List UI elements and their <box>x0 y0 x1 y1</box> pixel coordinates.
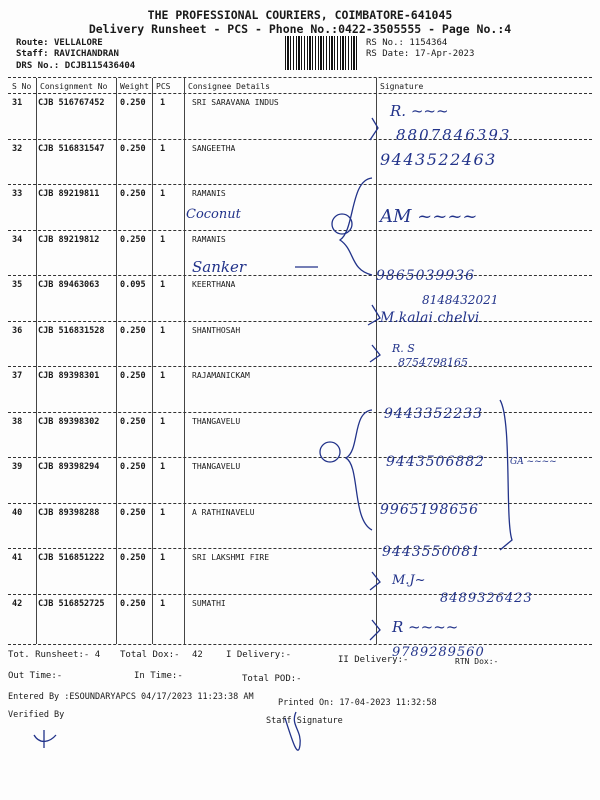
drs-label: DRS No.: <box>16 61 60 71</box>
row-consignment: CJB 516851222 <box>38 553 105 563</box>
row-pcs: 1 <box>160 416 166 427</box>
row-sno: 42 <box>12 598 23 609</box>
row-weight: 0.250 <box>120 553 146 563</box>
hand-note: 9443550081 <box>382 544 482 560</box>
hand-note: 9965198656 <box>380 502 480 518</box>
staff-label: Staff: <box>16 49 49 59</box>
row-consignee: RAMANIS <box>192 189 226 198</box>
row-weight: 0.250 <box>120 371 146 381</box>
row-consignment: CJB 516831528 <box>38 325 105 336</box>
total-pod: Total POD:- <box>242 674 302 684</box>
brace-mark <box>346 410 372 530</box>
row-consignment: CJB 89398294 <box>38 462 100 472</box>
i-delivery: I Delivery:- <box>226 650 292 660</box>
rs-date-label: RS Date: <box>366 49 410 59</box>
row-consignment: CJB 89463063 <box>38 280 100 290</box>
hand-note: 9443522463 <box>380 150 497 169</box>
runsheet-subtitle: Delivery Runsheet - PCS - Phone No.:0422-3505555 - Page No.:4 <box>88 22 512 36</box>
row-consignee: THANGAVELU <box>192 416 241 426</box>
row-sno: 33 <box>12 189 23 199</box>
row-pcs: 1 <box>160 598 166 609</box>
hand-note: 8489326423 <box>440 591 533 606</box>
row-pcs: 1 <box>160 371 166 381</box>
row-weight: 0.250 <box>120 143 146 154</box>
rs-date-value: 17-Apr-2023 <box>414 49 475 59</box>
row-consignee: SRI LAKSHMI FIRE <box>192 553 270 562</box>
row-pcs: 1 <box>160 462 166 472</box>
ii-delivery: II Delivery:- <box>338 655 409 665</box>
row-weight: 0.250 <box>120 416 146 427</box>
hand-initial: R ~~~~ <box>392 618 459 636</box>
route-value: VELLALORE <box>53 38 103 48</box>
tick-mark <box>370 345 380 362</box>
rtn-dox: RTN Dox:- <box>455 657 499 666</box>
row-consignee: THANGAVELU <box>192 462 241 471</box>
row-consignment: CJB 89398302 <box>38 416 100 427</box>
row-consignment: CJB 516767452 <box>38 98 105 108</box>
row-pcs: 1 <box>160 143 166 154</box>
row-sno: 41 <box>12 553 23 563</box>
col-consignment: Consignment No <box>40 82 108 91</box>
row-pcs: 1 <box>160 189 166 199</box>
row-consignee: A RATHINAVELU <box>192 507 255 517</box>
row-sno: 32 <box>12 143 23 154</box>
row-consignment: CJB 89398288 <box>38 507 100 518</box>
hand-note: 9789289560 <box>392 645 485 660</box>
hand-initial: M.J~ <box>392 573 426 588</box>
hand-initial: R. S <box>392 342 415 355</box>
row-pcs: 1 <box>160 507 166 518</box>
out-time: Out Time:- <box>8 671 63 681</box>
row-consignee: SRI SARAVANA INDUS <box>192 98 279 107</box>
row-sno: 35 <box>12 280 23 290</box>
staff-value: RAVICHANDRAN <box>53 49 119 59</box>
row-weight: 0.250 <box>120 234 146 245</box>
hand-initial: AM ~~~~ <box>380 206 478 227</box>
row-weight: 0.250 <box>120 598 146 609</box>
row-pcs: 1 <box>160 325 166 336</box>
row-consignee: SHANTHOSAH <box>192 325 241 335</box>
staff-signature: Staff Signature <box>266 716 343 726</box>
row-sno: 36 <box>12 325 23 336</box>
col-weight: Weight <box>120 82 149 91</box>
row-pcs: 1 <box>160 280 166 290</box>
hand-note: 8807846393 <box>396 126 512 144</box>
row-sno: 38 <box>12 416 23 427</box>
hand-initial: R. ~~~ <box>390 102 449 120</box>
rs-no-label: RS No.: <box>366 38 404 48</box>
row-weight: 0.250 <box>120 325 146 336</box>
total-dox-value: 42 <box>192 650 203 660</box>
hand-initial: GA ~~~~ <box>510 457 557 467</box>
entered-by: Entered By :ESOUNDARYAPCS 04/17/2023 11:23:38 AM <box>8 692 254 702</box>
row-consignee: SUMATHI <box>192 598 226 608</box>
row-pcs: 1 <box>160 234 166 245</box>
tick-mark <box>370 118 378 140</box>
company-title: THE PROFESSIONAL COURIERS, COIMBATORE-641045 <box>147 8 453 22</box>
row-consignment: CJB 89219812 <box>38 234 100 245</box>
row-sno: 40 <box>12 507 23 518</box>
col-signature: Signature <box>380 82 424 91</box>
row-consignment: CJB 89398301 <box>38 371 100 381</box>
row-consignment: CJB 516852725 <box>38 598 105 609</box>
hand-note: M.kalai chelvi <box>380 310 480 326</box>
row-weight: 0.250 <box>120 189 146 199</box>
row-weight: 0.250 <box>120 462 146 472</box>
table-bottom-rule <box>8 644 592 645</box>
hand-note: 8754798165 <box>398 356 468 369</box>
hand-note: 9443352233 <box>384 406 484 422</box>
row-sno: 34 <box>12 234 23 245</box>
row-consignee: KEERTHANA <box>192 280 236 289</box>
row-consignment: CJB 516831547 <box>38 143 105 154</box>
row-consignee: RAJAMANICKAM <box>192 371 250 380</box>
col-consignee: Consignee Details <box>188 82 270 91</box>
row-consignee: RAMANIS <box>192 234 226 244</box>
verified-scribble <box>34 730 56 748</box>
brace-mark <box>500 400 512 550</box>
row-sno: 39 <box>12 462 23 472</box>
row-pcs: 1 <box>160 553 166 563</box>
row-pcs: 1 <box>160 98 166 108</box>
rs-no-value: 1154364 <box>409 38 448 48</box>
tick-mark <box>368 305 380 325</box>
total-dox-label: Total Dox:- <box>120 650 180 660</box>
brace-mark <box>340 178 372 275</box>
in-time: In Time:- <box>134 671 183 681</box>
row-weight: 0.250 <box>120 507 146 518</box>
printed-on: Printed On: 17-04-2023 11:32:58 <box>278 698 437 708</box>
circle-mark <box>320 442 340 462</box>
route-label: Route: <box>16 38 49 48</box>
hand-note: 8148432021 <box>422 293 499 307</box>
row-consignee: SANGEETHA <box>192 143 236 153</box>
col-sno: S No <box>12 82 32 91</box>
tick-mark <box>370 572 380 590</box>
verified-by: Verified By <box>8 710 65 720</box>
tick-mark <box>370 620 380 640</box>
hand-note: Sanker <box>192 258 247 276</box>
row-weight: 0.095 <box>120 280 146 290</box>
row-weight: 0.250 <box>120 98 146 108</box>
col-pcs: PCS <box>156 82 171 91</box>
hand-note: Coconut <box>186 207 241 222</box>
hand-note: 9865039936 <box>376 268 476 284</box>
drs-value: DCJB115436404 <box>64 61 136 71</box>
row-consignment: CJB 89219811 <box>38 189 100 199</box>
hand-note: 9443506882 <box>386 454 486 470</box>
row-sno: 37 <box>12 371 23 381</box>
row-sno: 31 <box>12 98 23 108</box>
tot-runsheet: Tot. Runsheet:- 4 <box>8 650 101 660</box>
